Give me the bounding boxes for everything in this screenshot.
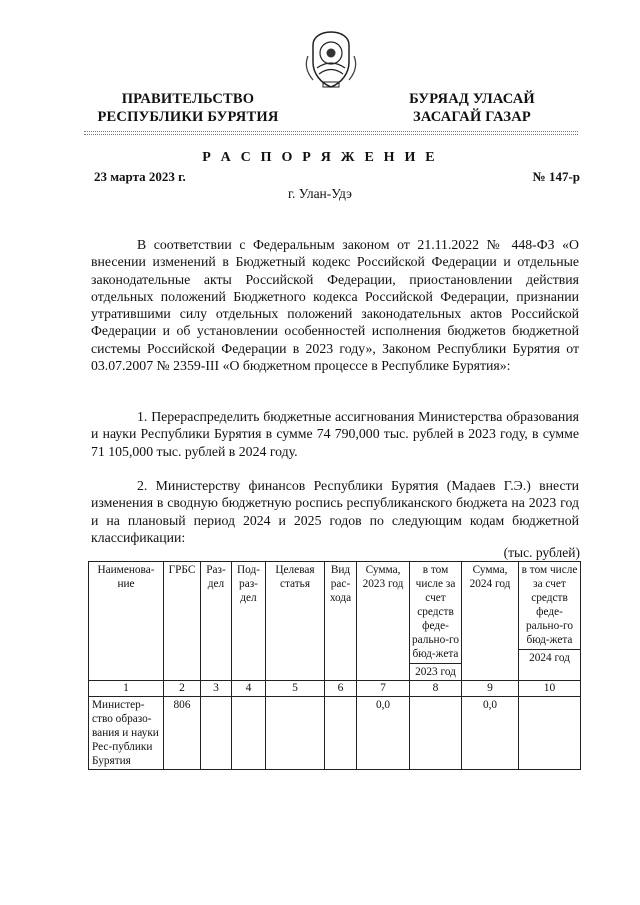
row-sum-2024: 0,0 <box>462 697 519 770</box>
item-1-paragraph <box>91 408 579 460</box>
header-podrazdel: Под-раз-дел <box>232 562 266 681</box>
document-date: 23 марта 2023 г. <box>94 169 186 184</box>
item-2-paragraph <box>91 477 579 546</box>
header-fed-2023-year: 2023 год <box>410 663 461 680</box>
column-number: 5 <box>266 681 325 697</box>
header-fed-2024-cell <box>519 562 581 681</box>
column-number: 1 <box>89 681 164 697</box>
row-name: Министер-ство образо-вания и науки Рес-публики Бурятия <box>89 697 164 770</box>
issuer-buryat-line-1: БУРЯАД УЛАСАЙ <box>409 91 535 107</box>
header-grbs: ГРБС <box>164 562 201 681</box>
table-row <box>89 697 581 770</box>
column-number-row <box>89 681 581 697</box>
issuer-line-2: РЕСПУБЛИКИ БУРЯТИЯ <box>97 109 279 125</box>
item-1-text: 1. Перераспределить бюджетные ассигнования Министерства образования и науки Республики Бурятия в сумме 74 790,000 тыс. рублей в 2023 году, в сумме 71 105,000 тыс. рублей в 2024 году. <box>91 409 579 459</box>
item-2-text: 2. Министерству финансов Республики Бурятия (Мадаев Г.Э.) внести изменения в сводную бюджетную роспись республиканского бюджета на 2023 год и на плановый период 2024 и 2025 годов по следующим кодам бюджетной классификации: <box>91 478 579 545</box>
header-vid: Вид рас-хода <box>325 562 357 681</box>
column-number: 6 <box>325 681 357 697</box>
header-fed-2024: в том числе за счет средств феде-рально-го бюд-жета <box>521 564 578 646</box>
document-number: № 147-р <box>532 169 580 184</box>
document-city: г. Улан-Удэ <box>288 186 352 201</box>
row-grbs: 806 <box>164 697 201 770</box>
header-fed-2023: в том числе за счет средств феде-рально-го бюд-жета <box>411 564 459 660</box>
column-number: 7 <box>357 681 410 697</box>
table-header-row <box>89 562 581 681</box>
column-number: 2 <box>164 681 201 697</box>
header-target: Целевая статья <box>266 562 325 681</box>
header-fed-2024-year: 2024 год <box>519 649 580 666</box>
budget-classification-table <box>88 561 581 770</box>
column-number: 8 <box>410 681 462 697</box>
issuer-buryat-line-2: ЗАСАГАЙ ГАЗАР <box>413 109 531 125</box>
row-razdel <box>201 697 232 770</box>
issuer-line-1: ПРАВИТЕЛЬСТВО <box>121 91 255 107</box>
coat-of-arms-icon <box>300 28 362 90</box>
row-fed-2023 <box>410 697 462 770</box>
column-number: 9 <box>462 681 519 697</box>
issuer-name-buryat <box>384 90 560 126</box>
document-title: Р А С П О Р Я Ж Е Н И Е <box>202 150 438 165</box>
row-target <box>266 697 325 770</box>
header-divider-top <box>84 131 578 132</box>
preamble-text: В соответствии с Федеральным законом от 21.11.2022 № 448-ФЗ «О внесении изменений в Бюджетный кодекс Российской Федерации и отдельные законодательные акты Российской Федерации, приостановлении действия отдельных положений Бюджетного кодекса Российской Федерации, признании утратившими силу отдельных положений законодательных актов Российской Федерации и об установлении особенностей исполнения бюджетов бюджетной системы Российской Федерации в 2023 году», Законом Республики Бурятия от 03.07.2007 № 2359-III «О бюджетном процессе в Республике Бурятия»: <box>91 237 579 374</box>
row-fed-2024 <box>519 697 581 770</box>
row-vid <box>325 697 357 770</box>
preamble-paragraph <box>91 236 579 374</box>
column-number: 4 <box>232 681 266 697</box>
header-sum-2024: Сумма, 2024 год <box>462 562 519 681</box>
table-units: (тыс. рублей) <box>503 545 580 560</box>
issuer-name-russian <box>88 90 288 126</box>
row-podrazdel <box>232 697 266 770</box>
header-razdel: Раз-дел <box>201 562 232 681</box>
header-name: Наименова-ние <box>89 562 164 681</box>
header-fed-2023-cell <box>410 562 462 681</box>
column-number: 3 <box>201 681 232 697</box>
column-number: 10 <box>519 681 581 697</box>
row-sum-2023: 0,0 <box>357 697 410 770</box>
header-divider-bottom <box>84 134 578 135</box>
header-sum-2023: Сумма, 2023 год <box>357 562 410 681</box>
